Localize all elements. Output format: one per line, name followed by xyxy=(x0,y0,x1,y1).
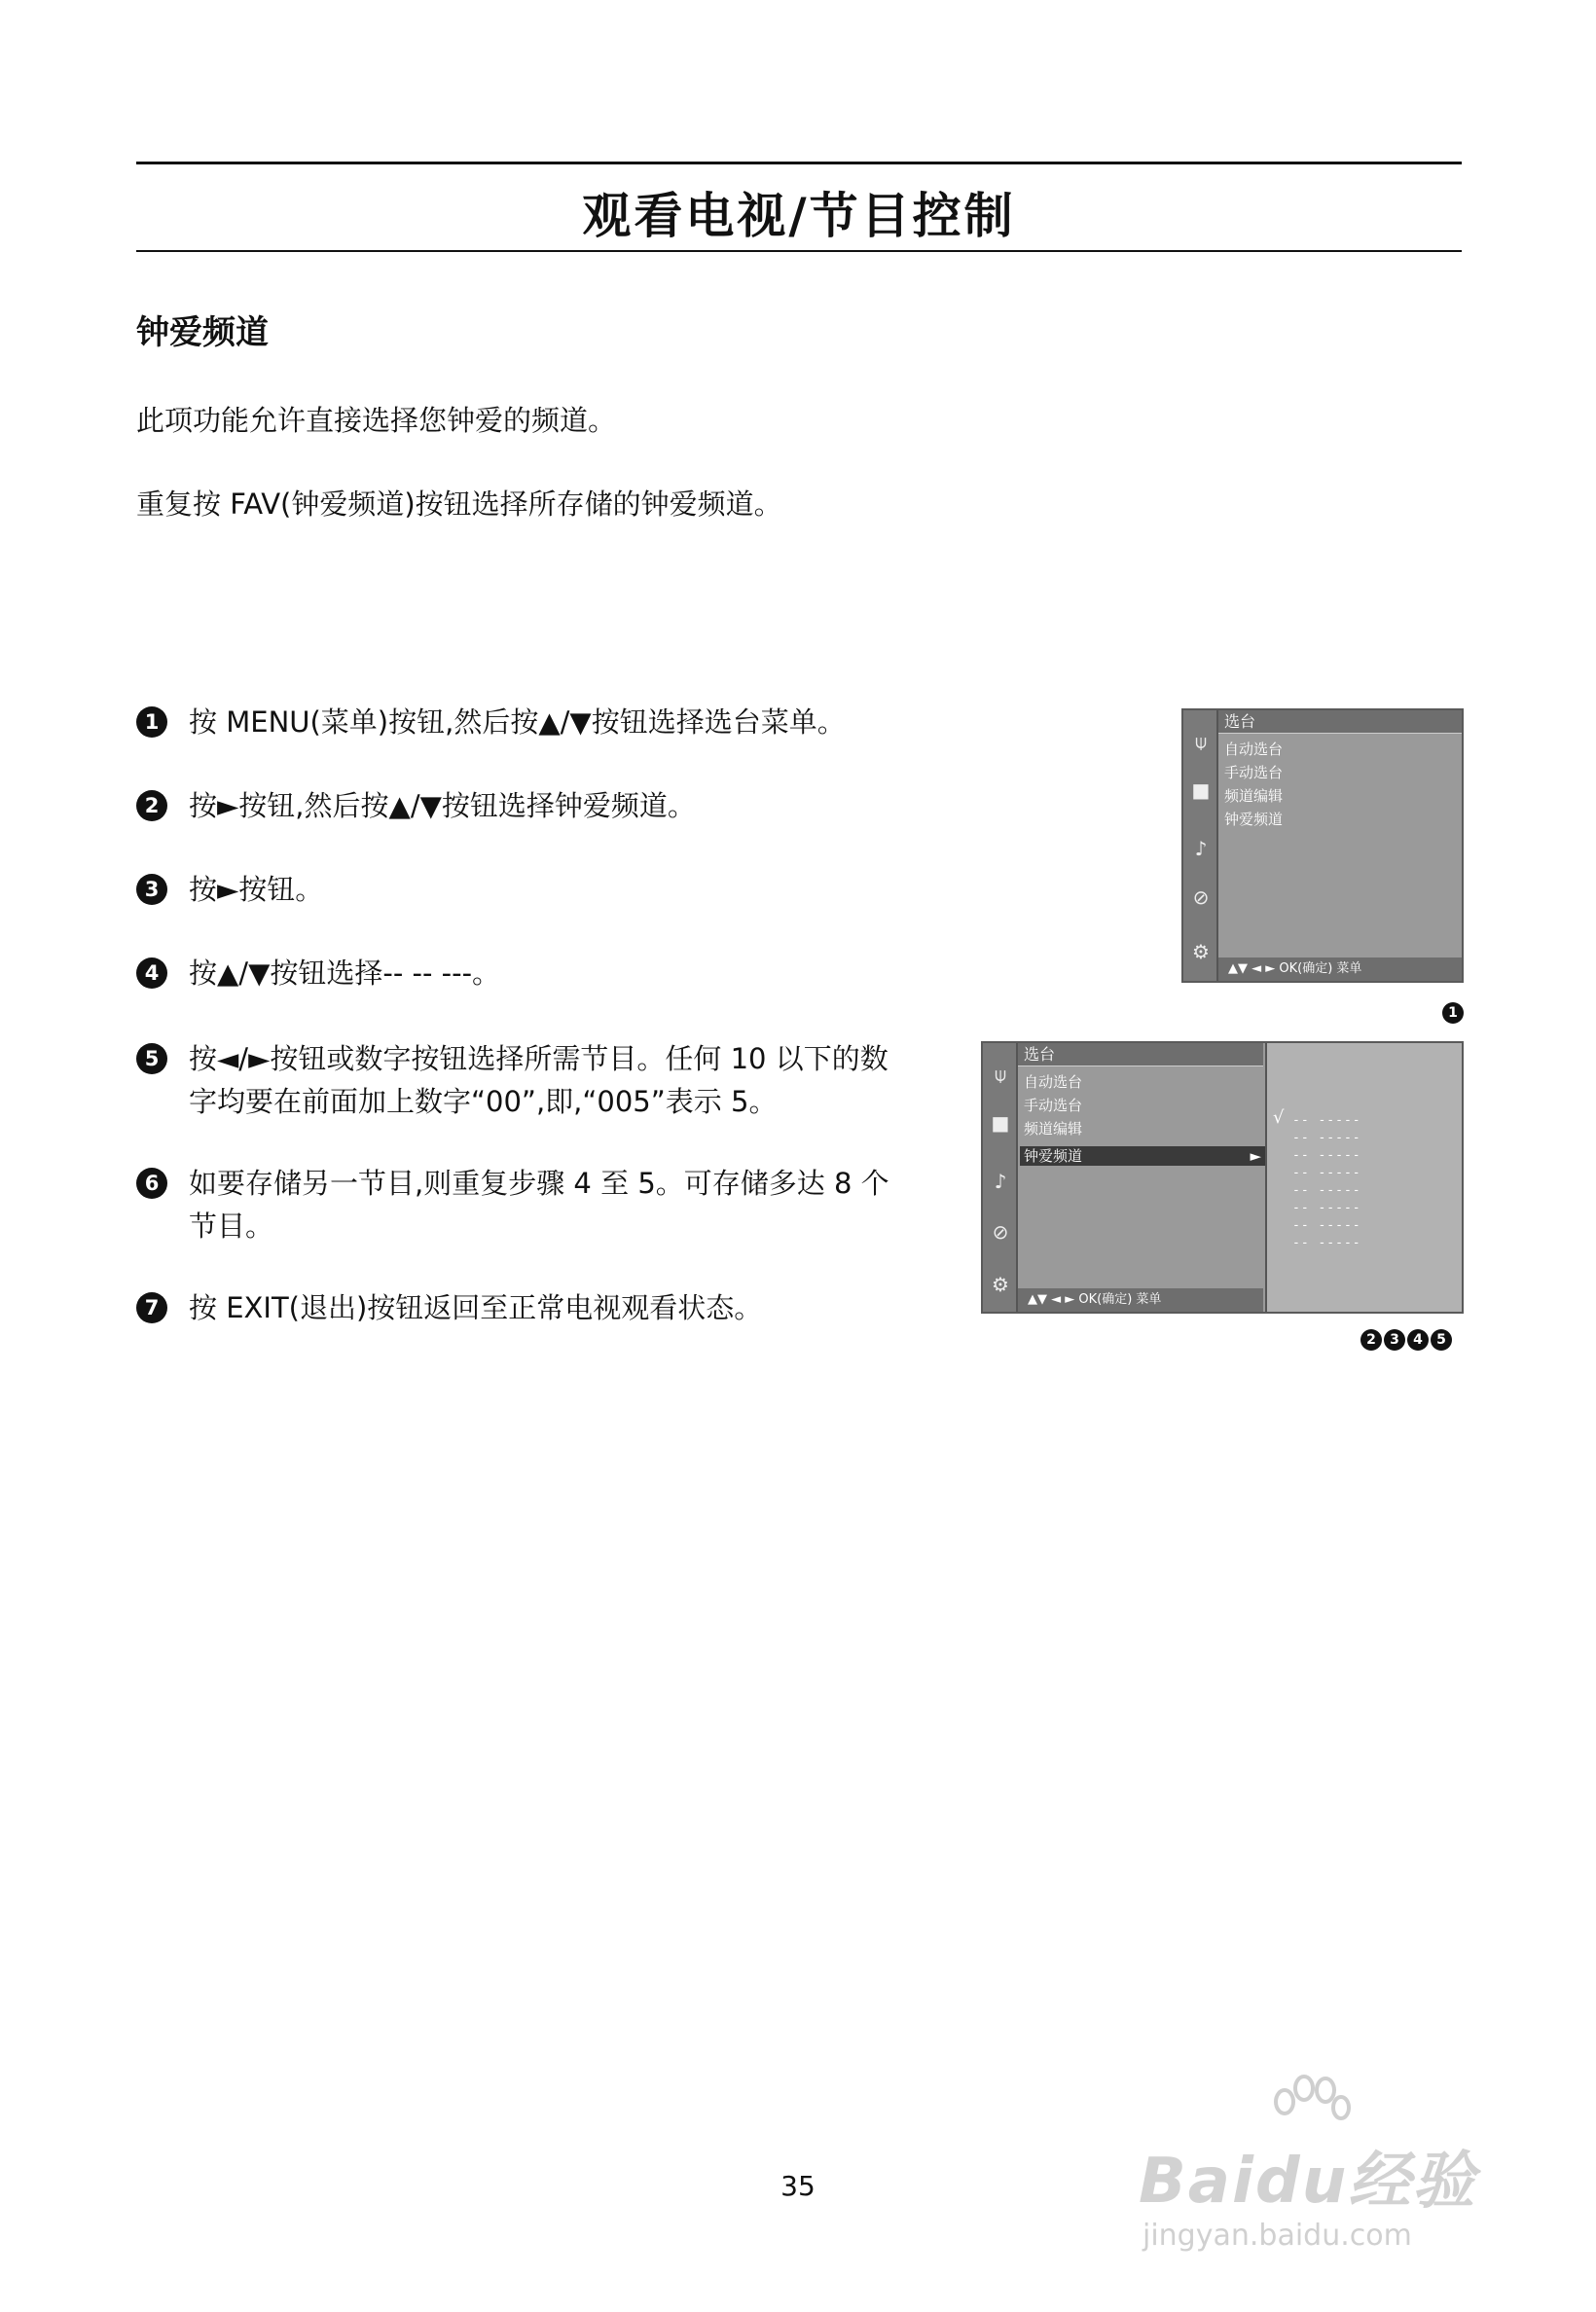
step-3 xyxy=(136,868,948,911)
osd-menu-item: 自动选台 xyxy=(1024,1073,1083,1091)
watermark-brand: Baidu经验 xyxy=(1139,2146,1477,2218)
step-text: 按◄/►按钮或数字按钮选择所需节目。任何 10 以下的数字均要在前面加上数字“00”,即,“005”表示 5。 xyxy=(189,1042,889,1118)
figure-number-badge: 3 xyxy=(1384,1329,1405,1351)
osd-menu-item: 频道编辑 xyxy=(1224,787,1284,805)
header-rule-bottom xyxy=(136,250,1462,252)
step-text: 按►按钮。 xyxy=(189,873,324,906)
sound-icon: ♪ xyxy=(1194,837,1208,860)
antenna-icon: ⍦ xyxy=(995,1063,1006,1086)
setup-icon: ⚙ xyxy=(992,1273,1009,1296)
step-2 xyxy=(136,784,948,827)
picture-icon: ■ xyxy=(1191,778,1211,802)
osd-menu-item: 手动选台 xyxy=(1024,1097,1083,1114)
step-number-badge: 5 xyxy=(136,1043,167,1074)
figure-number-badge: 2 xyxy=(1360,1329,1382,1351)
step-7 xyxy=(136,1286,948,1329)
osd-menu-item: 手动选台 xyxy=(1224,764,1284,781)
step-6 xyxy=(136,1162,915,1247)
step-number-badge: 1 xyxy=(136,706,167,738)
step-text: 按 EXIT(退出)按钮返回至正常电视观看状态。 xyxy=(189,1291,763,1324)
instruction-paragraph: 重复按 FAV(钟爱频道)按钮选择所存储的钟爱频道。 xyxy=(136,488,782,521)
channel-slot: -- ----- xyxy=(1292,1131,1361,1145)
figure-label-1 xyxy=(1442,1002,1464,1024)
osd-menu-item-label: 钟爱频道 xyxy=(1024,1147,1083,1165)
osd-menu-item: 频道编辑 xyxy=(1024,1120,1083,1138)
step-number-badge: 6 xyxy=(136,1168,167,1199)
figure-number-badge: 4 xyxy=(1407,1329,1429,1351)
baidu-watermark xyxy=(1139,2073,1528,2267)
favorite-channel-submenu xyxy=(1265,1043,1462,1312)
section-title: 钟爱频道 xyxy=(136,313,269,352)
channel-slot: -- ----- xyxy=(1292,1201,1361,1215)
watermark-url: jingyan.baidu.com xyxy=(1143,2219,1412,2253)
osd-footer: ▲▼ ◄ ► OK(确定) 菜单 xyxy=(1018,1288,1263,1312)
page-number: 35 xyxy=(780,2170,816,2202)
step-text: 按►按钮,然后按▲/▼按钮选择钟爱频道。 xyxy=(189,789,696,822)
step-number-badge: 4 xyxy=(136,957,167,989)
submenu-arrow-icon: ► xyxy=(1250,1147,1261,1165)
figure-number-badge: 5 xyxy=(1431,1329,1452,1351)
channel-slot: -- ----- xyxy=(1292,1183,1361,1198)
figure-label-2-5 xyxy=(1360,1329,1452,1351)
osd-footer: ▲▼ ◄ ► OK(确定) 菜单 xyxy=(1218,957,1462,981)
step-1 xyxy=(136,701,948,743)
osd-menu-item-selected xyxy=(1020,1146,1265,1166)
picture-icon: ■ xyxy=(991,1111,1010,1135)
step-number-badge: 7 xyxy=(136,1292,167,1323)
step-4 xyxy=(136,952,948,994)
step-text: 按 MENU(菜单)按钮,然后按▲/▼按钮选择选台菜单。 xyxy=(189,705,846,739)
osd-menu-item: 自动选台 xyxy=(1224,741,1284,758)
setup-icon: ⚙ xyxy=(1192,940,1210,963)
step-text: 如要存储另一节目,则重复步骤 4 至 5。可存储多达 8 个节目。 xyxy=(189,1167,889,1243)
time-icon: ⊘ xyxy=(992,1220,1009,1244)
step-text: 按▲/▼按钮选择-- -- ---。 xyxy=(189,957,501,990)
step-5 xyxy=(136,1037,915,1123)
channel-slot: -- ----- xyxy=(1292,1113,1361,1128)
channel-slot: -- ----- xyxy=(1292,1148,1361,1163)
osd-screen-1 xyxy=(1181,708,1464,983)
step-number-badge: 3 xyxy=(136,874,167,905)
sound-icon: ♪ xyxy=(994,1170,1007,1193)
osd-icon-bar xyxy=(983,1043,1018,1312)
step-number-badge: 2 xyxy=(136,790,167,821)
intro-paragraph: 此项功能允许直接选择您钟爱的频道。 xyxy=(136,404,617,437)
header-rule-top xyxy=(136,162,1462,164)
osd-screen-2 xyxy=(981,1041,1464,1314)
channel-slot: -- ----- xyxy=(1292,1166,1361,1180)
osd-menu-item: 钟爱频道 xyxy=(1224,811,1284,828)
time-icon: ⊘ xyxy=(1192,885,1210,909)
osd-icon-bar xyxy=(1183,710,1218,981)
antenna-icon: ⍦ xyxy=(1195,730,1207,753)
osd-menu-header: 选台 xyxy=(1018,1043,1263,1066)
osd-menu-header: 选台 xyxy=(1218,710,1462,734)
checkmark-icon: √ xyxy=(1273,1107,1285,1128)
channel-slot: -- ----- xyxy=(1292,1218,1361,1233)
page-title: 观看电视/节目控制 xyxy=(582,188,1016,244)
figure-number-badge: 1 xyxy=(1442,1002,1464,1024)
channel-slot: -- ----- xyxy=(1292,1236,1361,1250)
